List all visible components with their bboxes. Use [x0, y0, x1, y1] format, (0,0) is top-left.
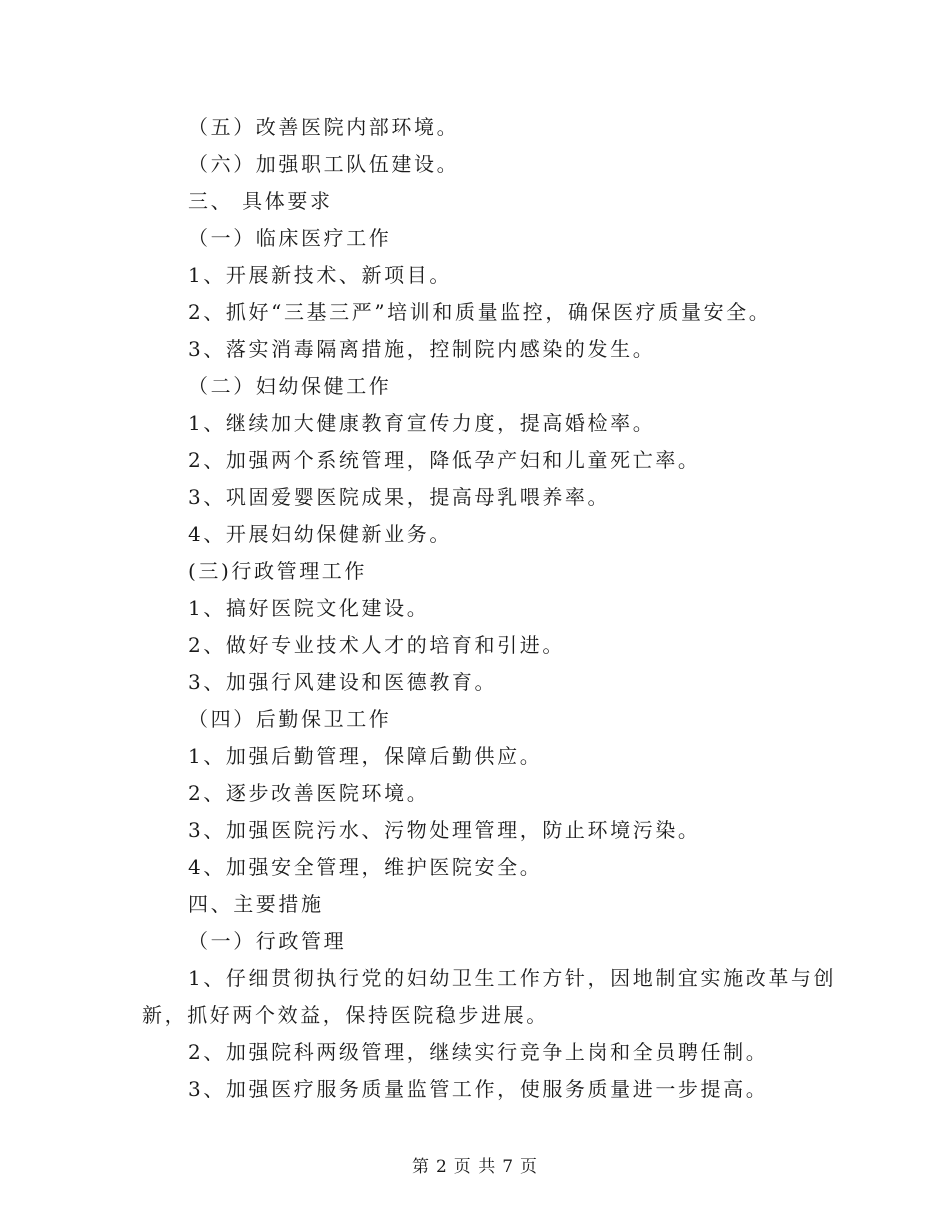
text-line: （五）改善医院内部环境。 [188, 115, 460, 139]
list-item: 3、加强医院污水、污物处理管理，防止环境污染。 [188, 818, 701, 842]
page-footer [0, 1156, 950, 1178]
subsection-heading: （一）临床医疗工作 [188, 226, 392, 250]
footer-middle: 页 共 [453, 1157, 497, 1177]
list-item: 3、加强行风建设和医德教育。 [188, 670, 498, 694]
list-item: 3、巩固爱婴医院成果，提高母乳喂养率。 [188, 485, 611, 509]
list-item: 1、加强后勤管理，保障后勤供应。 [188, 744, 543, 768]
list-item: 3、落实消毒隔离措施，控制院内感染的发生。 [188, 337, 656, 361]
footer-suffix: 页 [520, 1157, 539, 1177]
subsection-heading: （一）行政管理 [188, 929, 347, 953]
section-heading: 四、主要措施 [188, 892, 324, 916]
section-heading: 三、 具体要求 [188, 189, 333, 213]
list-item: 2、加强两个系统管理，降低孕产妇和儿童死亡率。 [188, 448, 701, 472]
page-number: 2 [435, 1157, 448, 1177]
subsection-heading: （二）妇幼保健工作 [188, 374, 392, 398]
subsection-heading: （四）后勤保卫工作 [188, 707, 392, 731]
list-item: 1、开展新技术、新项目。 [188, 263, 452, 287]
footer-prefix: 第 [411, 1157, 430, 1177]
list-item: 2、抓好“三基三严”培训和质量监控，确保医疗质量安全。 [188, 300, 772, 324]
list-item: 3、加强医疗服务质量监管工作，使服务质量进一步提高。 [188, 1077, 769, 1101]
list-item: 1、继续加大健康教育宣传力度，提高婚检率。 [188, 411, 656, 435]
page-total: 7 [502, 1157, 515, 1177]
list-item: 2、做好专业技术人才的培育和引进。 [188, 633, 565, 657]
subsection-heading: (三)行政管理工作 [188, 559, 368, 583]
list-item: 4、加强安全管理，维护医院安全。 [188, 855, 543, 879]
paragraph-line: 新，抓好两个效益，保持医院稳步进展。 [142, 1003, 549, 1027]
list-item: 4、开展妇幼保健新业务。 [188, 522, 452, 546]
paragraph-line: 1、仔细贯彻执行党的妇幼卫生工作方针，因地制宜实施改革与创 [188, 966, 837, 990]
list-item: 1、搞好医院文化建设。 [188, 596, 430, 620]
list-item: 2、加强院科两级管理，继续实行竞争上岗和全员聘任制。 [188, 1040, 769, 1064]
list-item: 2、逐步改善医院环境。 [188, 781, 430, 805]
text-line: （六）加强职工队伍建设。 [188, 152, 460, 176]
